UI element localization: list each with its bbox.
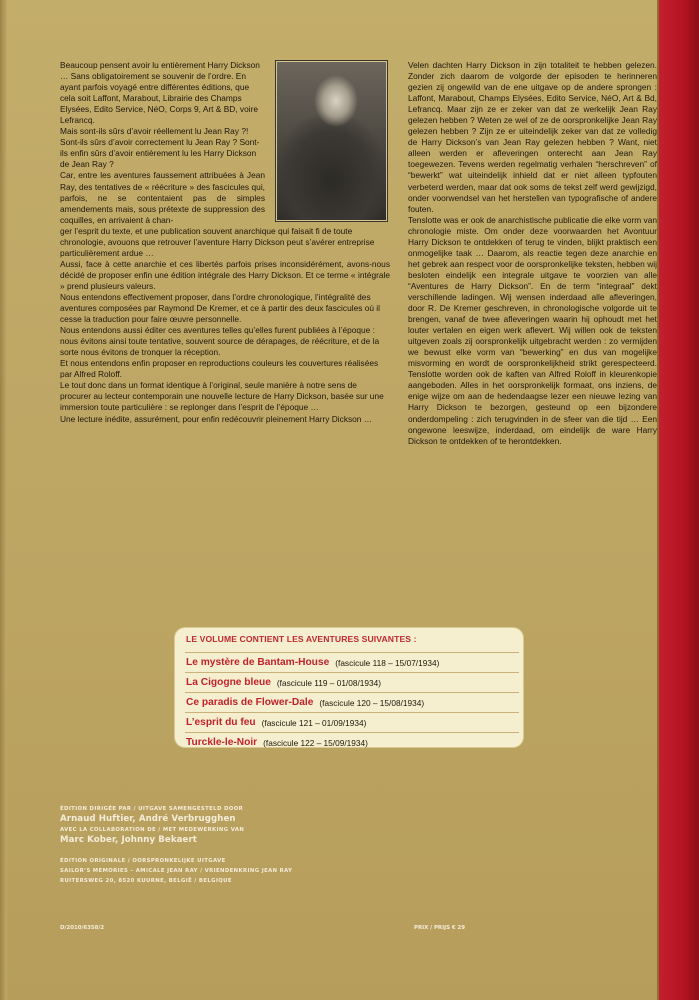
- french-paragraph-3a: Car, entre les aventures faussement attribuées à Jean Ray, des tentatives de « réécriture » des fascicules qui, parfois, ne se contentaient pas de simples amendements mais, sous prétexte de suppression des coquilles, en arrivaient à chan-: [60, 170, 265, 225]
- volume-item-info: (fascicule 121 – 01/09/1934): [261, 717, 367, 728]
- left-edge: [0, 0, 7, 1000]
- french-paragraph-2: Mais sont-ils sûrs d’avoir réellement lu Jean Ray ?! Sont-ils sûrs d’avoir correctement lu Jean Ray ? Sont-ils enfin sûrs d’avoir entièrement lu les Harry Dickson de Jean Ray ?: [60, 126, 260, 170]
- volume-item: [185, 732, 519, 752]
- dutch-paragraph-2: Tenslotte was er ook de anarchistische publicatie die elke vorm van chronologie miste. Om onder deze voorwaarden het Avontuur Harry Dickson te ontdekken of terug te vinden, blijkt praktisch een onmogelijke taak … Daarom, als reactie tegen deze anarchie en het gebrek aan respect voor de oorspronkelijke teksten, hebben wij besloten eindelijk een integrale uitgave te voorzien van alle “Aventures de Harry Dickson”. En de term “integraal” dekt verschillende ladingen. Wij wensen inderdaad alle afleveringen, door R. De Kremer geschreven, in chronologische volgorde uit te brengen, vanaf de twee afleveringen waarin hij ophoudt met het louter vertalen en eigen werk aflevert. Wij willen ook de teksten uitgeven zoals zij oorspronkelijk uitgebracht werden : zo vermijden we bewust elke vorm van “bewerking” en dus van mogelijke misvorming en wordt de oorspronkelijkheid strikt gerespecteerd. Tenslotte worden ook de kaften van Alfred Roloff in kleurenkopie aangeboden. Alles in het oorspronkelijk formaat, ons inziens, de enige wijze om aan de hedendaagse lezer een nieuwe lezing van Harry Dickson te bezorgen, gesteund op een bijzondere onderdompeling : zich terugvinden in de sfeer van die tijd … Een ongewone leeswijze, inderdaad, om eindelijk de ware Harry Dickson te ontdekken of te herontdekken.: [408, 214, 657, 446]
- french-paragraph-7: Et nous entendons enfin proposer en reproductions couleurs les couvertures réalisées par Alfred Roloff.: [60, 358, 379, 380]
- volume-item-title: Le mystère de Bantam-House: [186, 657, 330, 668]
- volume-heading: LE VOLUME CONTIENT LES AVENTURES SUIVANTES :: [186, 634, 417, 644]
- volume-item-title: L’esprit du feu: [186, 717, 256, 728]
- french-paragraph-3b: ger l’esprit du texte, et une publication souvent anarchique qui faisait fi de toute chronologie, avouons que retrouver l’aventure Harry Dickson peut s’avérer entreprise particulièrement ardue …: [60, 225, 375, 258]
- photo-row: [60, 60, 390, 226]
- volume-item-title: Turckle-le-Noir: [186, 737, 258, 748]
- edition-line-2: SAILOR’S MEMORIES – AMICALE JEAN RAY / VRIENDENKRING JEAN RAY: [60, 868, 293, 874]
- red-spine: [659, 0, 699, 1000]
- french-paragraph-6: Nous entendons aussi éditer ces aventures telles qu’elles furent publiées à l’époque : nous évitons ainsi toute tentative, souvent source de dérapages, de réécriture, et de la sorte nous évitons de tronquer la réception.: [60, 325, 380, 358]
- french-paragraph-1: Beaucoup pensent avoir lu entièrement Harry Dickson … Sans obligatoirement se souvenir de l’ordre. En ayant parfois voyagé entre différentes éditions, que cela soit Laffont, Marabout, Librairie des Champs Elysées, Edito Service, NéO, Corps 9, Art & BD, voire Lefrancq.: [60, 60, 260, 126]
- french-paragraph-8: Le tout donc dans un format identique à l’original, seule manière à notre sens de procurer au lecteur contemporain une nouvelle lecture de Harry Dickson, basée sur une immersion toute particulière : se replonger dans l’esprit de l’époque …: [60, 380, 384, 413]
- author-photo: [275, 60, 388, 222]
- collab-names: Marc Kober, Johnny Bekaert: [60, 835, 198, 845]
- dutch-paragraph-1: Velen dachten Harry Dickson in zijn totaliteit te hebben gelezen. Zonder zich daarom de volgorde der episoden te herinneren gezien zij ongewild van de ene uitgave op de andere sprongen : Laffont, Marabout, Champs Elysées, Edito Service, NéO, Art & Bd, Lefrancq. Maar zijn ze er zeker van dat ze werkelijk Jean Ray gelezen hebben ? Weten ze wel of ze de oorspronkelijke Jean Ray gelezen hebben ? Zijn ze er uiteindelijk zeker van dat ze volledig de Harry Dickson’s van Jean Ray gelezen hebben ? Want, niet alleen werden er afleveringen onterecht aan Jean Ray toegewezen. Tevens werden regelmatig verhalen “herschreven” of “bewerkt” wat uiteindelijk inhield dat er niet alleen typfouten verbeterd werden, maar dat ook soms de tekst zelf werd gewijzigd, onder voorwendsel van het herstellen van typografische of andere fouten.: [408, 60, 657, 214]
- credits-block: [60, 806, 292, 884]
- legal-deposit-number: D/2010/6358/2: [60, 925, 105, 931]
- volume-item: [185, 652, 519, 672]
- volume-item-title: Ce paradis de Flower-Dale: [186, 697, 314, 708]
- price-label: PRIX / PRIJS € 29: [414, 925, 465, 931]
- french-paragraph-4: Aussi, face à cette anarchie et ces libertés parfois prises inconsidérément, avons-nous décidé de proposer enfin une édition intégrale des Harry Dickson. Et ce terme « intégrale » prend plusieurs valeurs.: [60, 258, 390, 291]
- volume-item: [185, 692, 519, 712]
- volume-item-info: (fascicule 122 – 15/09/1934): [263, 737, 368, 748]
- french-paragraph-9: Une lecture inédite, assurément, pour enfin redécouvrir pleinement Harry Dickson …: [60, 413, 373, 424]
- volume-list: [185, 652, 519, 752]
- direction-label: ÉDITION DIRIGÉE PAR / UITGAVE SAMENGESTELD DOOR: [60, 806, 244, 812]
- volume-item-title: La Cigogne bleue: [186, 677, 271, 688]
- french-paragraph-5: Nous entendons effectivement proposer, dans l’ordre chronologique, l’intégralité des aventures composées par Raymond De Kremer, et ce à partir des deux fascicules où il cesse la traduction pour faire œuvre personnelle.: [60, 291, 380, 325]
- volume-item-info: (fascicule 120 – 15/08/1934): [319, 697, 425, 708]
- dutch-column: [408, 60, 657, 447]
- volume-item: [185, 712, 519, 732]
- volume-contents-box: [175, 628, 523, 747]
- edition-line-3: RUITERSWEG 20, 8520 KUURNE, BELGIË / BELGIQUE: [60, 878, 232, 884]
- edition-line-1: ÉDITION ORIGINALE / OORSPRONKELIJKE UITGAVE: [60, 858, 226, 864]
- collab-label: AVEC LA COLLABORATION DE / MET MEDEWERKING VAN: [60, 827, 245, 833]
- volume-item: [185, 672, 519, 692]
- volume-item-info: (fascicule 118 – 15/07/1934): [335, 657, 440, 668]
- french-column: [60, 60, 390, 425]
- direction-names: Arnaud Huftier, André Verbrugghen: [60, 814, 236, 824]
- volume-item-info: (fascicule 119 – 01/08/1934): [276, 677, 381, 688]
